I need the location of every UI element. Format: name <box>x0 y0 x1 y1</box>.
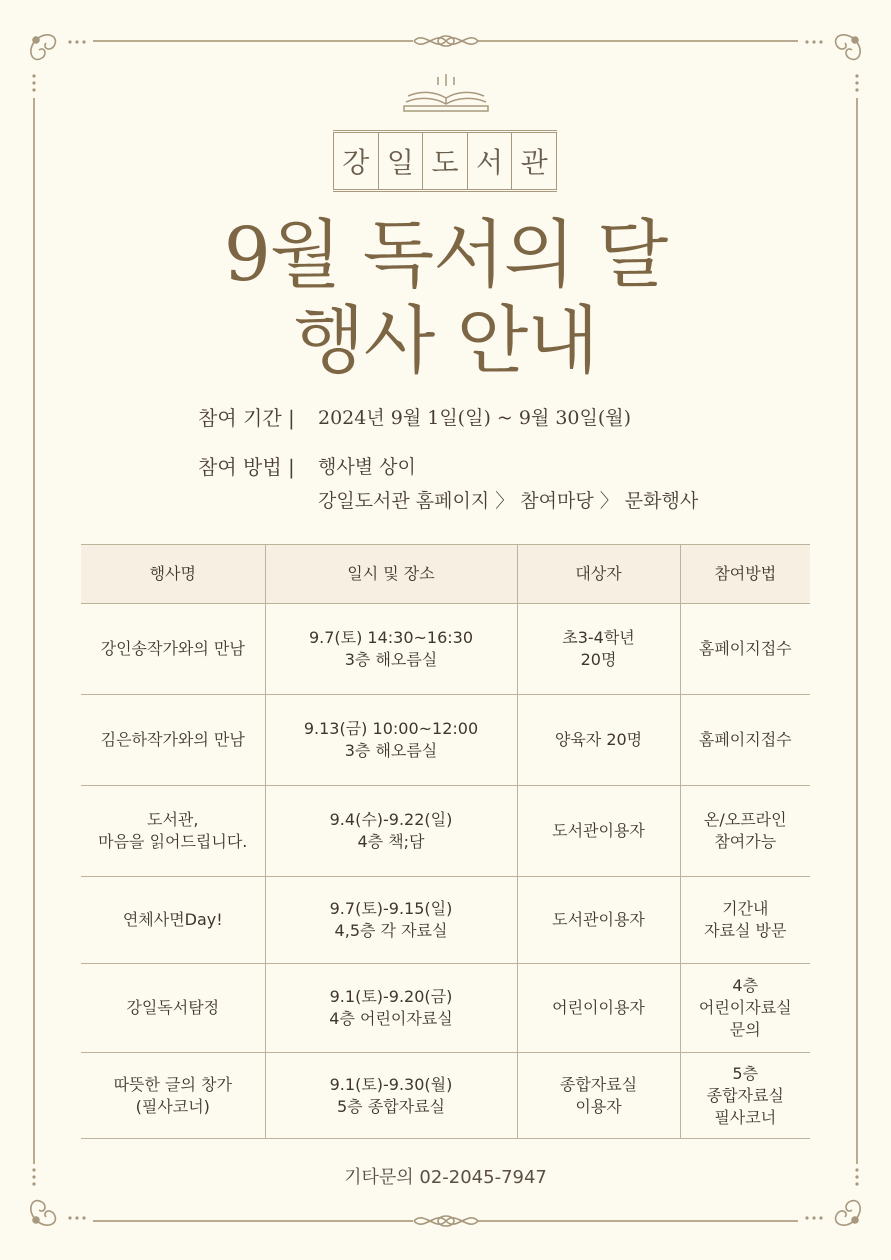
cell-datetime-place: 9.1(토)-9.20(금) 4층 어린이자료실 <box>265 964 517 1053</box>
table-row <box>81 695 810 786</box>
cell-target: 초3-4학년 20명 <box>517 604 680 695</box>
page-title-line1: 9월 독서의 달 <box>223 212 668 298</box>
frame-top-line-right <box>478 40 798 42</box>
period-label: 참여 기간 | <box>198 406 295 430</box>
table-header-row <box>81 545 810 604</box>
table-row <box>81 604 810 695</box>
frame-bottom-line <box>93 1220 413 1222</box>
frame-bottom-line-right <box>478 1220 798 1222</box>
period-value: 2024년 9월 1일(일) ~ 9월 30일(월) <box>318 407 632 429</box>
cell-method: 5층 종합자료실 필사코너 <box>680 1053 810 1139</box>
table-row <box>81 964 810 1053</box>
cell-method: 홈페이지접수 <box>680 695 810 786</box>
cell-event-name: 강일독서탐정 <box>81 964 265 1053</box>
method-value-line2: 강일도서관 홈페이지 〉 참여마당 〉 문화행사 <box>318 490 699 512</box>
cell-event-name: 따뜻한 글의 창가 (필사코너) <box>81 1053 265 1139</box>
library-name-char: 관 <box>511 133 557 189</box>
cell-datetime-place: 9.13(금) 10:00~12:00 3층 해오름실 <box>265 695 517 786</box>
event-table <box>81 544 810 1139</box>
cell-method: 온/오프라인 참여가능 <box>680 786 810 877</box>
flourish-bottom-center-icon <box>410 1208 482 1234</box>
library-name-char: 서 <box>467 133 512 189</box>
table-row <box>81 786 810 877</box>
corner-ornament-top-left <box>22 26 92 96</box>
cell-event-name: 강인송작가와의 만남 <box>81 604 265 695</box>
library-name <box>333 130 557 192</box>
frame-top-line <box>93 40 413 42</box>
contact-info: 기타문의 02-2045-7947 <box>344 1167 547 1188</box>
header-method: 참여방법 <box>680 545 810 604</box>
corner-ornament-top-right <box>799 26 869 96</box>
method-value-line1: 행사별 상이 <box>318 456 416 478</box>
cell-method: 홈페이지접수 <box>680 604 810 695</box>
header-event-name: 행사명 <box>81 545 265 604</box>
cell-datetime-place: 9.7(토)-9.15(일) 4,5층 각 자료실 <box>265 877 517 964</box>
table-row <box>81 1053 810 1139</box>
cell-event-name: 김은하작가와의 만남 <box>81 695 265 786</box>
library-name-char: 도 <box>422 133 467 189</box>
method-label: 참여 방법 | <box>198 455 295 479</box>
cell-datetime-place: 9.1(토)-9.30(월) 5층 종합자료실 <box>265 1053 517 1139</box>
header-datetime-place: 일시 및 장소 <box>265 545 517 604</box>
header-target: 대상자 <box>517 545 680 604</box>
cell-target: 양육자 20명 <box>517 695 680 786</box>
page-title-line2: 행사 안내 <box>293 298 598 384</box>
cell-target: 도서관이용자 <box>517 877 680 964</box>
cell-method: 4층 어린이자료실 문의 <box>680 964 810 1053</box>
library-name-char: 일 <box>378 133 423 189</box>
flourish-top-center-icon <box>410 28 482 54</box>
cell-target: 종합자료실 이용자 <box>517 1053 680 1139</box>
open-book-icon <box>400 72 492 118</box>
cell-target: 어린이이용자 <box>517 964 680 1053</box>
cell-event-name: 도서관, 마음을 읽어드립니다. <box>81 786 265 877</box>
cell-datetime-place: 9.7(토) 14:30~16:30 3층 해오름실 <box>265 604 517 695</box>
cell-datetime-place: 9.4(수)-9.22(일) 4층 책;담 <box>265 786 517 877</box>
cell-target: 도서관이용자 <box>517 786 680 877</box>
library-name-char: 강 <box>333 133 378 189</box>
table-row <box>81 877 810 964</box>
cell-method: 기간내 자료실 방문 <box>680 877 810 964</box>
cell-event-name: 연체사면Day! <box>81 877 265 964</box>
